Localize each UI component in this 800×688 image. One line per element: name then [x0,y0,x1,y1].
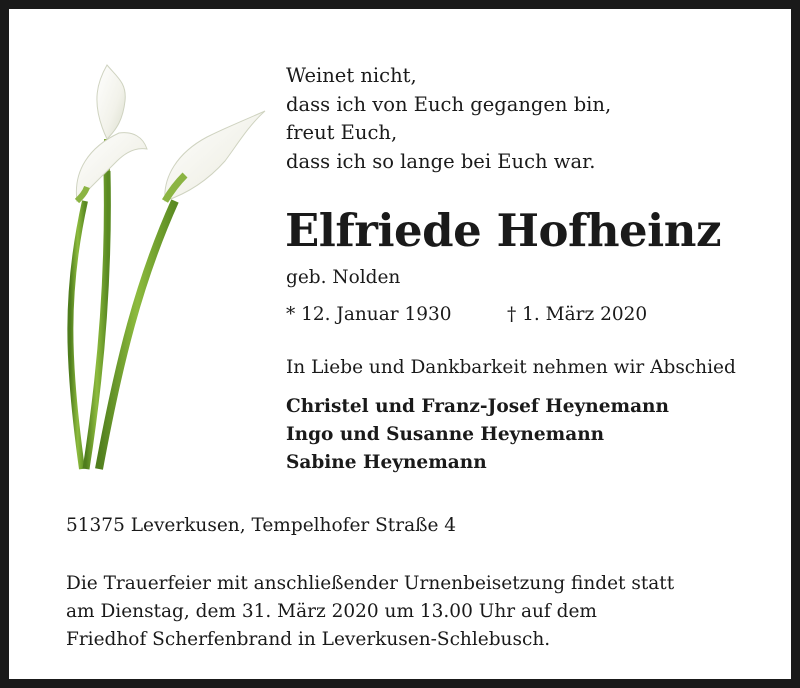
service-line: Die Trauerfeier mit anschließender Urnenbeisetzung findet statt [66,573,675,594]
death-date: † 1. März 2020 [507,304,648,325]
service-line: am Dienstag, dem 31. März 2020 um 13.00 Uhr auf dem [66,601,597,622]
mourner-name: Christel und Franz-Josef Heynemann [286,396,669,417]
birth-date: * 12. Januar 1930 [286,304,452,325]
poem-line: dass ich so lange bei Euch war. [286,149,596,173]
mourner-name: Ingo und Susanne Heynemann [286,424,605,445]
poem-line: Weinet nicht, [286,64,417,87]
poem [286,62,611,176]
farewell-text: In Liebe und Dankbarkeit nehmen wir Abschied [286,357,736,378]
poem-line: freut Euch, [286,121,398,144]
deceased-name: Elfriede Hofheinz [285,204,722,257]
mourner-name: Sabine Heynemann [286,452,487,473]
stem-left [70,201,85,469]
birth-name: geb. Nolden [286,267,401,288]
service-info [66,570,674,654]
mourners-list [286,393,669,477]
service-line: Friedhof Scherfenbrand in Leverkusen-Schlebusch. [66,629,551,650]
flower-top [97,65,125,139]
flower-right [165,111,265,201]
calla-lily-illustration [59,61,269,473]
address: 51375 Leverkusen, Tempelhofer Straße 4 [66,515,457,536]
poem-line: dass ich von Euch gegangen bin, [286,92,612,116]
